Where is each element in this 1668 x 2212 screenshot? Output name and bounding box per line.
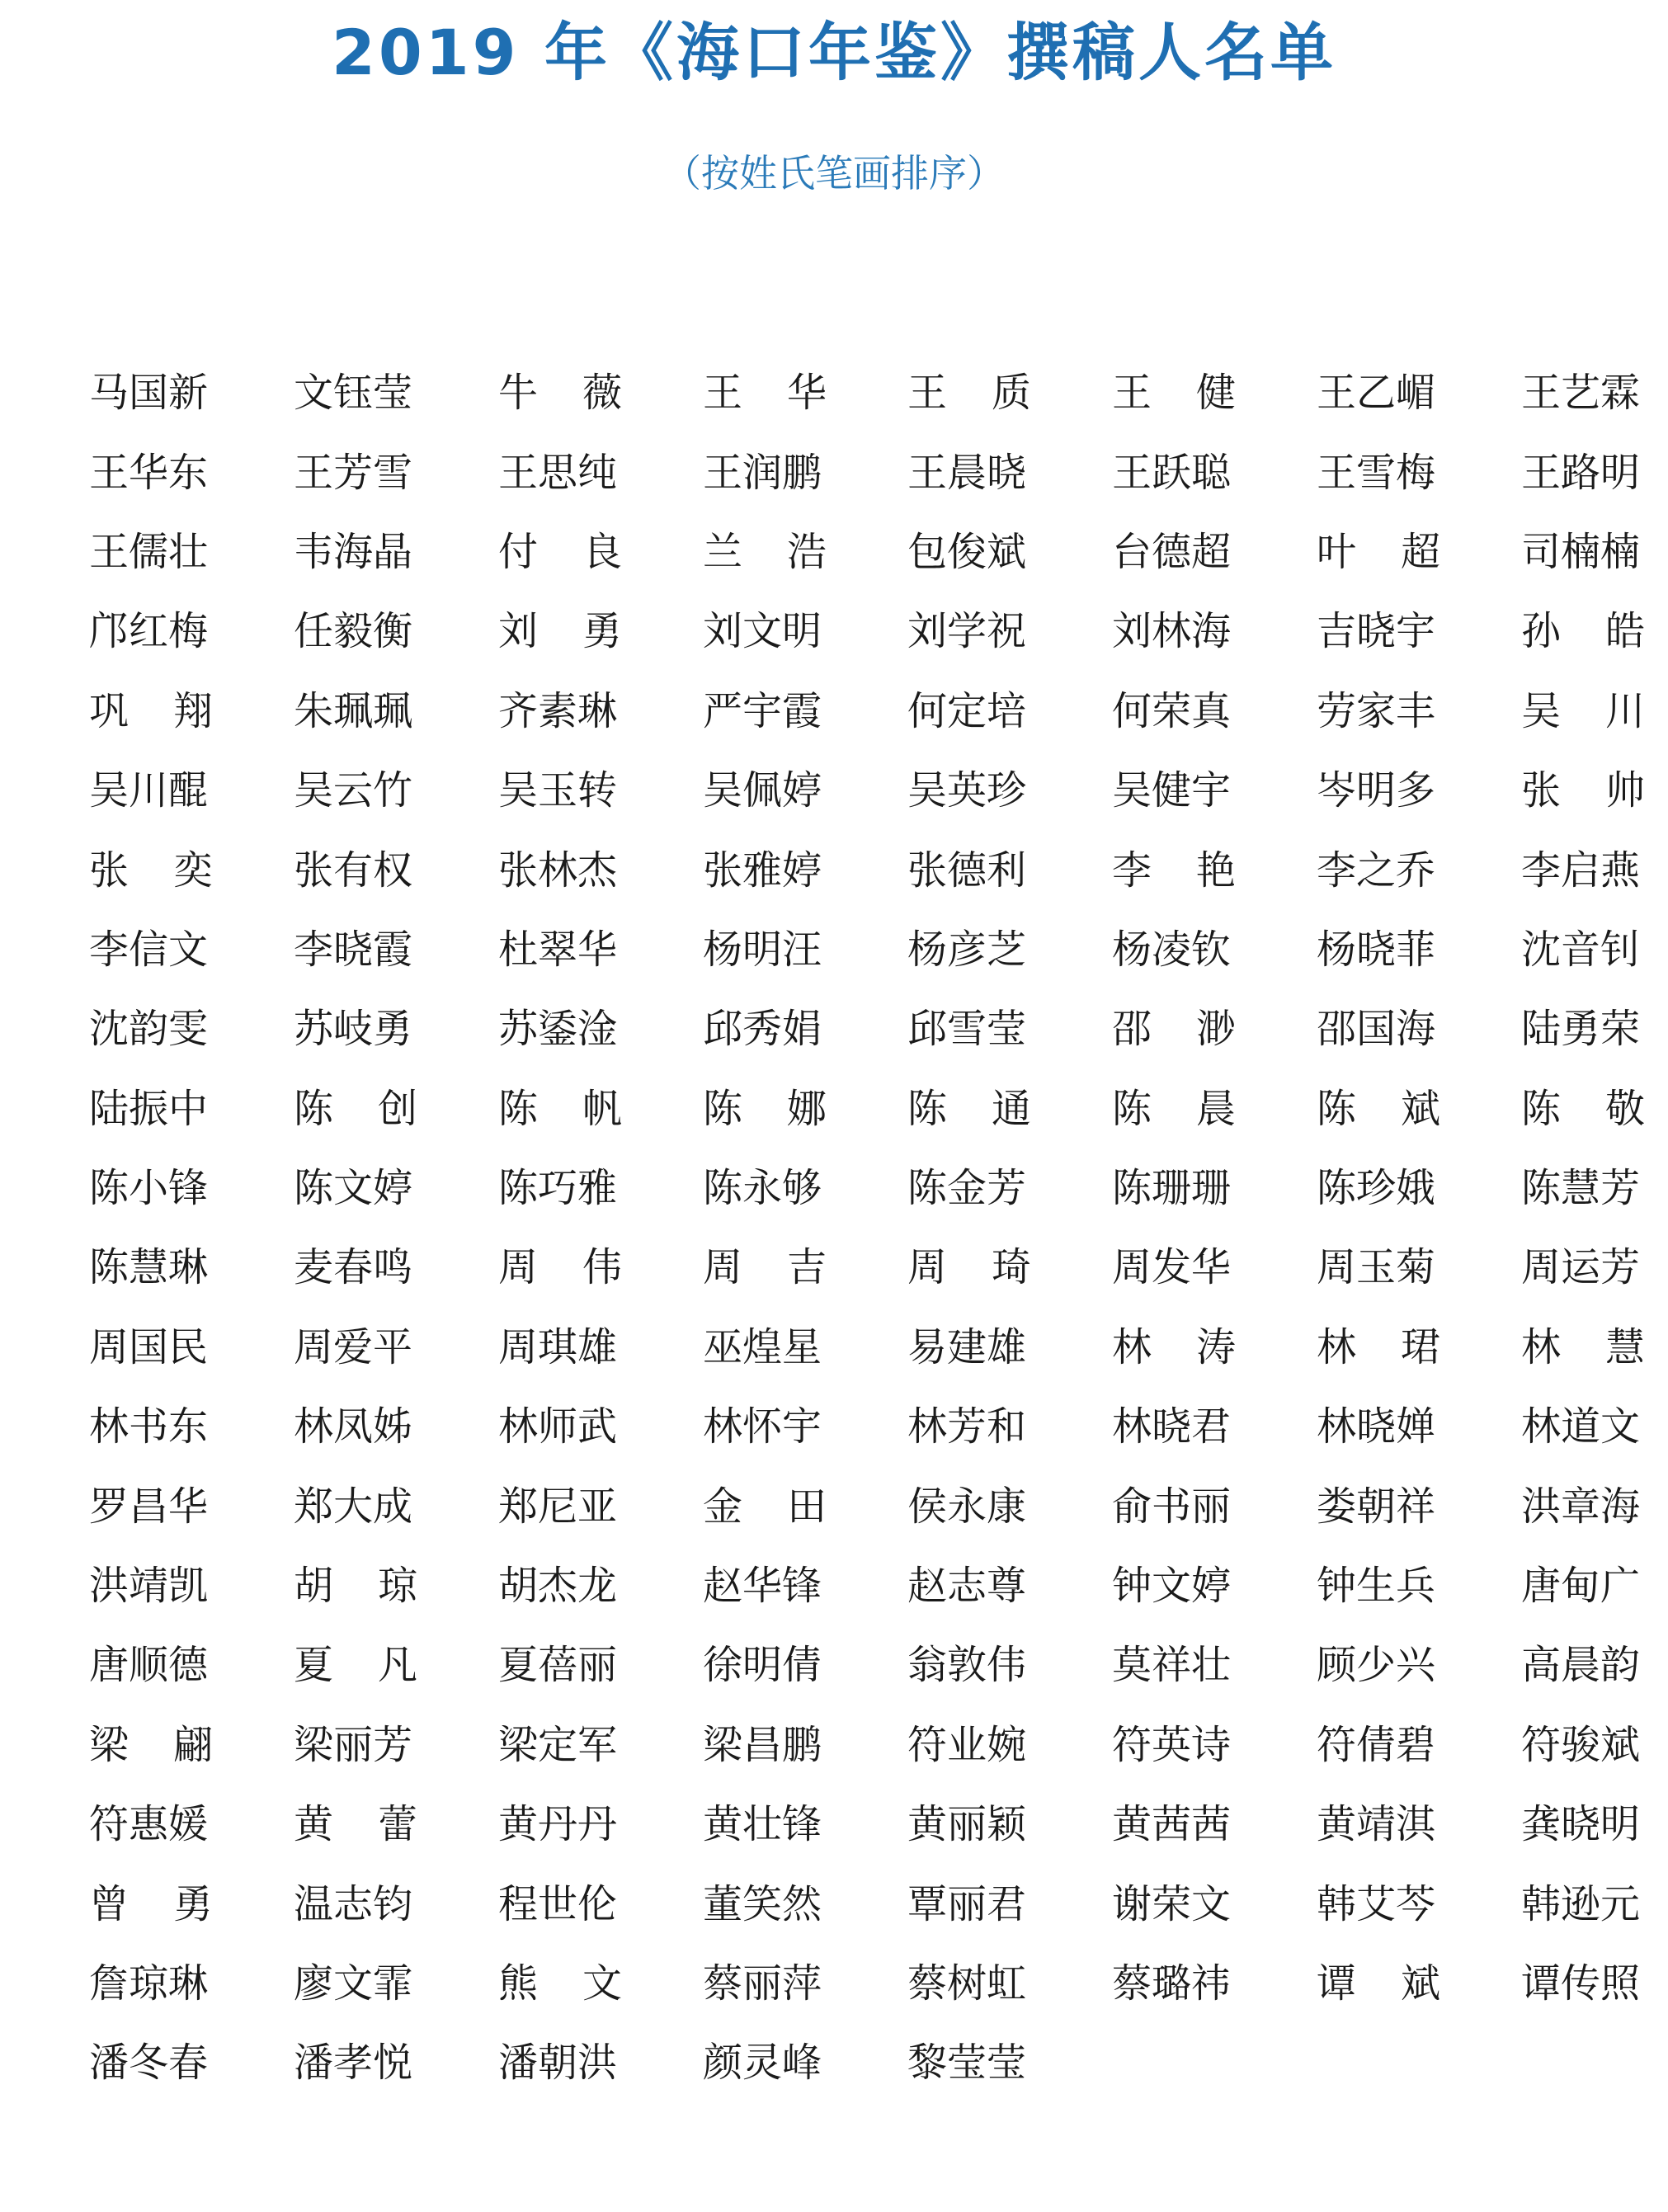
contributor-name: 蔡璐祎 [1112,1960,1232,2007]
contributor-name: 张有权 [294,847,413,894]
contributor-name: 黄茜茜 [1112,1801,1232,1848]
contributor-name: 齐素琳 [498,687,618,734]
contributor-name: 潘孝悦 [294,2040,413,2087]
contributor-name: 付 良 [498,528,622,575]
contributor-name: 林 涛 [1112,1323,1236,1370]
contributor-name: 巩 翔 [89,687,213,734]
contributor-name: 黄壮锋 [703,1801,822,1848]
contributor-name: 陈慧芳 [1521,1165,1641,1212]
contributor-name: 陈 创 [294,1085,417,1132]
contributor-name: 邱雪莹 [907,1006,1027,1053]
page-subtitle: （按姓氏笔画排序） [663,151,1005,196]
contributor-name: 周 吉 [703,1244,827,1291]
contributor-name: 陈 帆 [498,1085,622,1132]
contributor-name: 苏鋈淦 [498,1006,618,1053]
contributor-name: 周爱平 [294,1323,413,1370]
contributor-name: 符骏斌 [1521,1721,1641,1768]
contributor-name: 杨凌钦 [1112,926,1232,973]
contributor-name: 龚晓明 [1521,1801,1641,1848]
contributor-name: 林书东 [89,1403,209,1450]
contributor-name: 林道文 [1521,1403,1641,1450]
contributor-name: 韩艾芩 [1317,1880,1436,1927]
contributor-name: 王 健 [1112,370,1236,417]
contributor-name: 谢荣文 [1112,1880,1232,1927]
contributor-name: 陈珍娥 [1317,1165,1436,1212]
contributor-name: 孙 皓 [1521,608,1645,655]
contributor-name: 侯永康 [907,1483,1027,1530]
contributor-name: 周 琦 [907,1244,1031,1291]
contributor-name: 林师武 [498,1403,618,1450]
contributor-name: 杜翠华 [498,926,618,973]
contributor-name: 杨晓菲 [1317,926,1436,973]
contributor-name: 苏岐勇 [294,1006,413,1053]
contributor-name: 沈韵雯 [89,1006,209,1053]
contributor-name: 符倩碧 [1317,1721,1436,1768]
page-title: 2019 年《海口年鉴》撰稿人名单 [332,16,1336,89]
contributor-name: 梁昌鹏 [703,1721,822,1768]
contributor-name: 廖文霏 [294,1960,413,2007]
contributor-name: 陈 通 [907,1085,1031,1132]
contributor-name: 梁定军 [498,1721,618,1768]
contributor-name: 陈金芳 [907,1165,1027,1212]
contributor-name: 劳家丰 [1317,687,1436,734]
contributor-name: 赵华锋 [703,1563,822,1610]
contributor-name: 王儒壮 [89,528,209,575]
contributor-name: 郑尼亚 [498,1483,618,1530]
contributor-name: 司楠楠 [1521,528,1641,575]
contributor-name: 刘学祝 [907,608,1027,655]
contributor-name: 吴英珍 [907,767,1027,814]
contributor-name: 陈 晨 [1112,1085,1236,1132]
contributor-name: 俞书丽 [1112,1483,1232,1530]
contributor-name: 邝红梅 [89,608,209,655]
contributor-name: 陆振中 [89,1085,209,1132]
contributor-name: 符惠媛 [89,1801,209,1848]
contributor-name: 吉晓宇 [1317,608,1436,655]
contributor-name: 牛 薇 [498,370,622,417]
contributor-name: 李 艳 [1112,847,1236,894]
contributor-name: 温志钧 [294,1880,413,1927]
contributor-name: 王 华 [703,370,827,417]
contributor-name: 林芳和 [907,1403,1027,1450]
contributor-name: 谭 斌 [1317,1960,1440,2007]
contributor-name: 高晨韵 [1521,1642,1641,1689]
contributor-name: 王雪梅 [1317,449,1436,496]
contributor-name: 王华东 [89,449,209,496]
contributor-name: 王艺霖 [1521,370,1641,417]
contributor-name: 张雅婷 [703,847,822,894]
contributor-name: 钟生兵 [1317,1563,1436,1610]
contributor-name: 林怀宇 [703,1403,822,1450]
contributor-name: 程世伦 [498,1880,618,1927]
contributor-name: 韦海晶 [294,528,413,575]
contributor-name: 洪章海 [1521,1483,1641,1530]
contributor-name: 马国新 [89,370,209,417]
contributor-name: 张林杰 [498,847,618,894]
contributor-name: 邱秀娟 [703,1006,822,1053]
contributor-name: 刘林海 [1112,608,1232,655]
contributor-name: 林凤姊 [294,1403,413,1450]
contributor-name: 谭传照 [1521,1960,1641,2007]
contributor-name: 陈小锋 [89,1165,209,1212]
contributor-name: 黄 蕾 [294,1801,417,1848]
contributor-name: 吴佩婷 [703,767,822,814]
contributor-name: 吴云竹 [294,767,413,814]
contributor-name: 娄朝祥 [1317,1483,1436,1530]
contributor-name: 陈永够 [703,1165,822,1212]
contributor-name: 陆勇荣 [1521,1006,1641,1053]
contributor-name: 周国民 [89,1323,209,1370]
contributor-name: 叶 超 [1317,528,1440,575]
contributor-name: 吴健宇 [1112,767,1232,814]
contributor-name: 杨明汪 [703,926,822,973]
contributor-name: 莫祥壮 [1112,1642,1232,1689]
contributor-name: 胡杰龙 [498,1563,618,1610]
contributor-name: 李信文 [89,926,209,973]
contributor-name: 周琪雄 [498,1323,618,1370]
contributor-name: 夏 凡 [294,1642,417,1689]
contributor-name: 翁敦伟 [907,1642,1027,1689]
contributor-name: 王思纯 [498,449,618,496]
contributor-name: 王芳雪 [294,449,413,496]
contributor-name: 黄丹丹 [498,1801,618,1848]
contributor-name: 刘 勇 [498,608,622,655]
contributor-name: 文钰莹 [294,370,413,417]
contributor-name: 台德超 [1112,528,1232,575]
contributor-name: 黄靖淇 [1317,1801,1436,1848]
contributor-name: 何荣真 [1112,687,1232,734]
contributor-name: 张德利 [907,847,1027,894]
contributor-name: 梁丽芳 [294,1721,413,1768]
contributor-name: 何定培 [907,687,1027,734]
contributor-name: 刘文明 [703,608,822,655]
contributor-name: 张 帅 [1521,767,1645,814]
contributor-name: 符英诗 [1112,1721,1232,1768]
contributor-name: 周玉菊 [1317,1244,1436,1291]
contributor-name: 林晓君 [1112,1403,1232,1450]
contributor-name: 蔡树虹 [907,1960,1027,2007]
contributor-name: 吴 川 [1521,687,1645,734]
contributor-name: 陈 娜 [703,1085,827,1132]
contributor-name: 覃丽君 [907,1880,1027,1927]
contributor-name: 王晨晓 [907,449,1027,496]
contributor-name: 张 奕 [89,847,213,894]
contributor-name: 洪靖凯 [89,1563,209,1610]
contributor-name: 王跃聪 [1112,449,1232,496]
contributor-name: 罗昌华 [89,1483,209,1530]
contributor-name: 岑明多 [1317,767,1436,814]
contributor-name: 严宇霞 [703,687,822,734]
contributor-name: 巫煌星 [703,1323,822,1370]
contributor-name: 兰 浩 [703,528,827,575]
contributor-name: 王 质 [907,370,1031,417]
contributor-name: 梁 翩 [89,1721,213,1768]
contributor-name: 周运芳 [1521,1244,1641,1291]
contributor-name: 黄丽颖 [907,1801,1027,1848]
contributor-name: 顾少兴 [1317,1642,1436,1689]
contributor-name: 王润鹏 [703,449,822,496]
contributor-name: 陈慧琳 [89,1244,209,1291]
contributor-name: 王路明 [1521,449,1641,496]
contributor-name: 林晓婵 [1317,1403,1436,1450]
contributor-name: 曾 勇 [89,1880,213,1927]
contributor-name: 潘朝洪 [498,2040,618,2087]
contributor-name: 沈音钊 [1521,926,1641,973]
contributor-name: 邵 渺 [1112,1006,1236,1053]
contributor-name-grid [89,353,1656,2103]
contributor-name: 李启燕 [1521,847,1641,894]
contributor-name: 任毅衡 [294,608,413,655]
contributor-name: 蔡丽萍 [703,1960,822,2007]
contributor-name: 熊 文 [498,1960,622,2007]
contributor-name: 易建雄 [907,1323,1027,1370]
contributor-name: 李之乔 [1317,847,1436,894]
contributor-name: 李晓霞 [294,926,413,973]
contributor-name: 钟文婷 [1112,1563,1232,1610]
contributor-name: 詹琼琳 [89,1960,209,2007]
contributor-name: 黎莹莹 [907,2040,1027,2087]
contributor-name: 吴玉转 [498,767,618,814]
contributor-name: 唐顺德 [89,1642,209,1689]
contributor-name: 吴川醌 [89,767,209,814]
contributor-name: 金 田 [703,1483,827,1530]
contributor-name: 夏蓓丽 [498,1642,618,1689]
contributor-name: 唐甸广 [1521,1563,1641,1610]
contributor-name: 郑大成 [294,1483,413,1530]
contributor-name: 邵国海 [1317,1006,1436,1053]
contributor-name: 陈 敬 [1521,1085,1645,1132]
contributor-name: 韩逊元 [1521,1880,1641,1927]
contributor-name: 陈巧雅 [498,1165,618,1212]
contributor-name: 王乙嵋 [1317,370,1436,417]
contributor-name: 陈文婷 [294,1165,413,1212]
contributor-name: 胡 琼 [294,1563,417,1610]
contributor-name: 包俊斌 [907,528,1027,575]
contributor-name: 陈珊珊 [1112,1165,1232,1212]
contributor-name: 潘冬春 [89,2040,209,2087]
contributor-name: 林 珺 [1317,1323,1440,1370]
contributor-name: 麦春鸣 [294,1244,413,1291]
contributor-name: 林 慧 [1521,1323,1645,1370]
contributor-name: 朱珮珮 [294,687,413,734]
contributor-name: 徐明倩 [703,1642,822,1689]
contributor-name: 周发华 [1112,1244,1232,1291]
contributor-name: 陈 斌 [1317,1085,1440,1132]
contributor-name: 杨彦芝 [907,926,1027,973]
contributor-name: 赵志尊 [907,1563,1027,1610]
contributor-name: 颜灵峰 [703,2040,822,2087]
contributor-name: 董笑然 [703,1880,822,1927]
contributor-name: 周 伟 [498,1244,622,1291]
contributor-name: 符业婉 [907,1721,1027,1768]
